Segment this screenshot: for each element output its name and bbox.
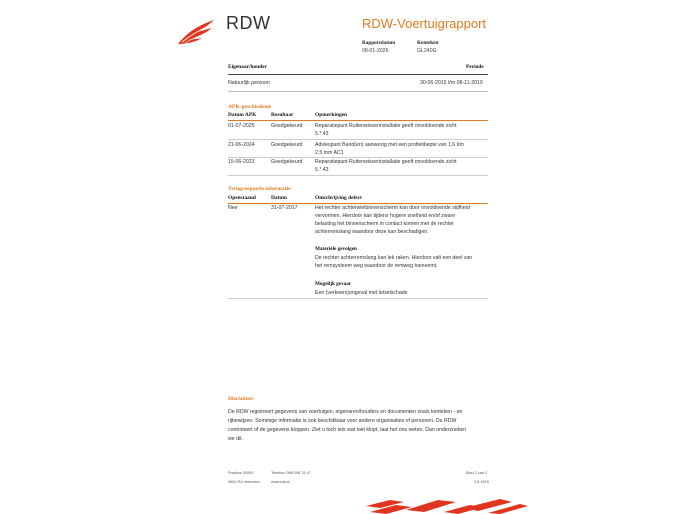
license-plate-label: Kenteken xyxy=(417,40,439,46)
rdw-logo-icon xyxy=(176,18,216,46)
apk-note-code: 2,5 mm AC1 xyxy=(315,150,344,156)
apk-section-title: APK-geschiedenis xyxy=(228,104,272,110)
consequences-line: het remsysteem weg waardoor de remweg toeneemt. xyxy=(315,263,438,269)
apk-date: 21-06-2024 xyxy=(228,142,255,148)
row-divider xyxy=(228,298,488,299)
period-header: Periode xyxy=(466,64,484,70)
apk-note: Reparatiepunt Ruitenwisserinstallatie geeft onvoldoende zicht xyxy=(315,123,457,129)
report-date-value: 08-01-2026 xyxy=(362,48,389,54)
recall-defect-line: vervormen. Hierdoor kan tijdens hogere snelheid en/of zware xyxy=(315,213,456,219)
owner-type: Natuurlijk persoon xyxy=(228,80,270,86)
disclaimer-line: controleert of de gegevens kloppen. Ziet u toch iets wat niet klopt, laat het ons weten. Dan onderzoeken xyxy=(228,427,467,433)
decorative-stripes-icon xyxy=(360,496,530,514)
recall-defect-line: Het rechter achterwielbinnenscherm kan door onvoldoende stijfheid xyxy=(315,205,470,211)
footer-page-number: Blad 2 van 2 xyxy=(466,471,488,475)
footer-po-box: Postbus 30000 xyxy=(228,471,254,475)
license-plate-value: GL240G xyxy=(417,48,437,54)
owner-period: 30-06-2015 t/m 08-11-2019 xyxy=(420,80,483,86)
recall-section-title: Terugroepactie informatie xyxy=(228,186,291,192)
apk-note-code: 5.*.43 xyxy=(315,167,329,173)
apk-col-date: Datum APK xyxy=(228,112,257,118)
footer-code: 2.6 1878 xyxy=(474,480,489,484)
document-title: RDW-Voertuigrapport xyxy=(362,16,487,31)
apk-col-remarks: Opmerkingen xyxy=(315,112,348,118)
apk-note-code: 5.*.43 xyxy=(315,131,329,137)
apk-date: 01-07-2025 xyxy=(228,123,255,129)
apk-date: 15-06-2023 xyxy=(228,159,255,165)
row-divider xyxy=(228,139,488,140)
recall-col-defect: Omschrijving defect xyxy=(315,195,362,201)
consequences-label: Materiële gevolgen xyxy=(315,246,357,252)
report-date xyxy=(362,40,395,54)
license-plate xyxy=(417,40,438,54)
recall-date: 31-07-2017 xyxy=(271,205,298,211)
recall-col-open: Openstaand xyxy=(228,195,256,201)
owner-header: Eigenaar/houder xyxy=(228,64,267,70)
apk-result: Goedgekeurd xyxy=(271,123,303,129)
disclaimer-title: Disclaimer xyxy=(228,396,254,402)
owner-bottom-divider xyxy=(228,91,488,92)
disclaimer-line: we dit. xyxy=(228,436,243,442)
apk-result: Goedgekeurd xyxy=(271,159,303,165)
danger-text: Een (verkeers)ongeval met letselschade xyxy=(315,290,408,296)
apk-note: Adviespunt Band(en) aanwezig met een profieldiepte van 1,6 t/m xyxy=(315,142,464,148)
disclaimer-line: rijbewijzen. Sommige informatie is ook beschikbaar voor andere organisaties of personen. De RDW xyxy=(228,418,457,424)
apk-note: Reparatiepunt Ruitenwisserinstallatie geeft onvoldoende zicht xyxy=(315,159,457,165)
recall-defect-line: belasting het binnenscherm in contact komen met de rechter xyxy=(315,221,454,227)
apk-col-result: Resultaat xyxy=(271,112,293,118)
footer-city: 9640 RA Veendam xyxy=(228,480,260,484)
apk-header-divider xyxy=(228,120,488,121)
report-date-label: Rapportdatum xyxy=(362,40,396,46)
row-divider xyxy=(228,175,488,176)
apk-result: Goedgekeurd xyxy=(271,142,303,148)
disclaimer-line: De RDW registreert gegevens van voertuigen, eigenaren/houders en documenten zoals kenteken - en xyxy=(228,409,463,415)
recall-open: Nee xyxy=(228,205,238,211)
recall-defect-line: achterremslang waardoor deze kan beschadigen. xyxy=(315,229,429,235)
recall-col-date: Datum xyxy=(271,195,287,201)
consequences-line: De rechter achterremslang kan lek raken. Hierdoor valt een deel van xyxy=(315,255,473,261)
owner-divider xyxy=(228,74,488,75)
brand-name: RDW xyxy=(226,13,271,33)
footer-phone: Telefoon 088 008 74 47 xyxy=(271,471,311,475)
footer-website: www.rdw.nl xyxy=(271,480,290,484)
danger-label: Mogelijk gevaar xyxy=(315,281,352,287)
